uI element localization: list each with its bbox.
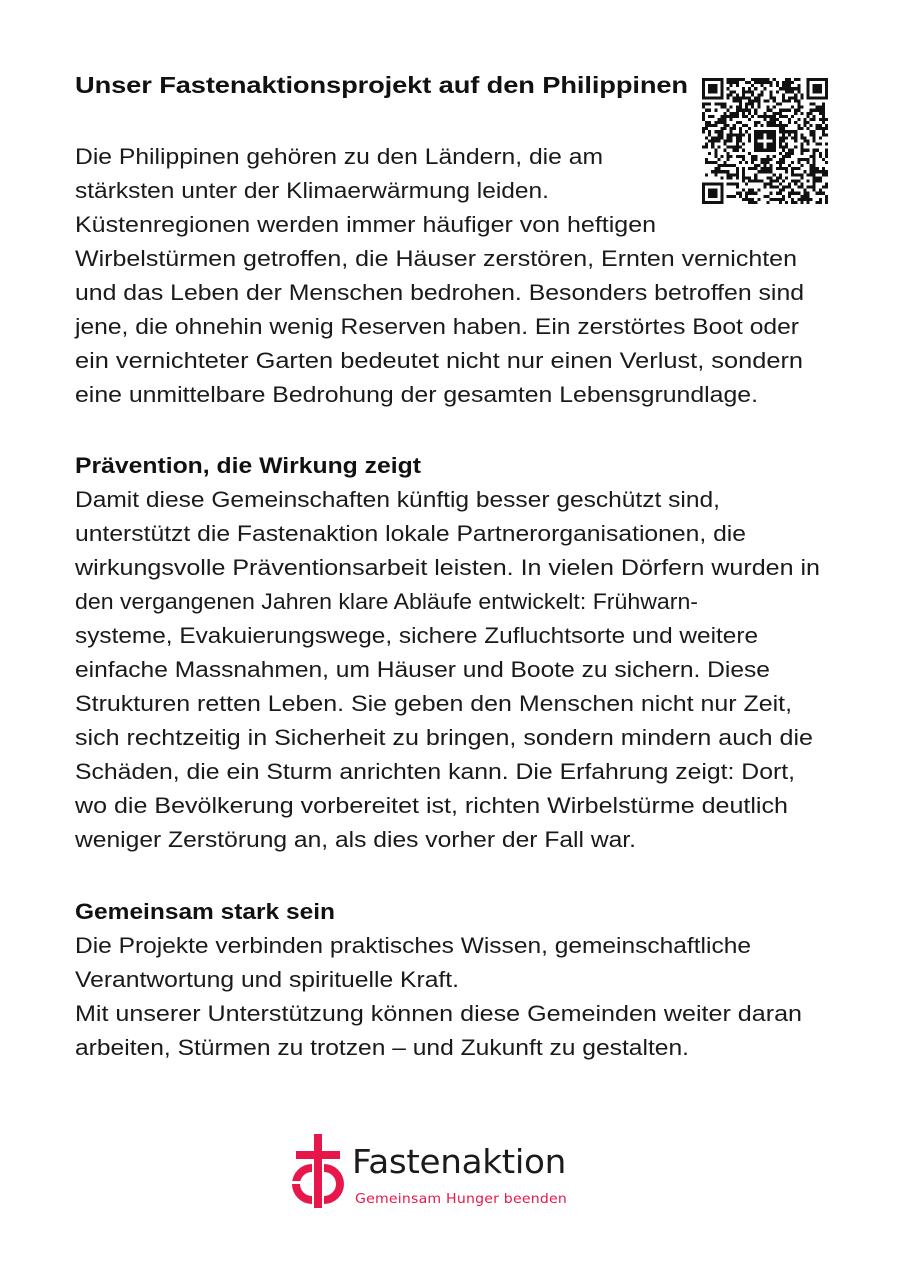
text-line: Verantwortung und spirituelle Kraft. — [75, 967, 459, 992]
text-line: den vergangenen Jahren klare Abläufe entwickelt: Frühwarn- — [75, 589, 699, 614]
text-line: stärksten unter der Klimaerwärmung leiden. — [75, 178, 549, 203]
text-line: sich rechtzeitig in Sicherheit zu bringen, sondern mindern auch die — [75, 725, 813, 750]
section-heading: Prävention, die Wirkung zeigt — [75, 453, 421, 478]
logo-wordmark: Fastenaktion — [352, 1142, 567, 1181]
text-line: systeme, Evakuierungswege, sichere Zufluchtsorte und weitere — [75, 623, 759, 648]
text-line: wirkungsvolle Präventionsarbeit leisten. In vielen Dörfern wurden in — [75, 555, 820, 580]
text-line: Mit unserer Unterstützung können diese Gemeinden weiter daran — [75, 1001, 803, 1026]
text-line: Küstenregionen werden immer häufiger von heftigen — [75, 212, 657, 237]
text-line: Die Philippinen gehören zu den Ländern, die am — [75, 144, 604, 169]
text-line: einfache Massnahmen, um Häuser und Boote zu sichern. Diese — [75, 657, 770, 682]
page-title: Unser Fastenaktionsprojekt auf den Philippinen — [75, 72, 688, 98]
intro-paragraph — [75, 140, 805, 412]
text-line: Schäden, die ein Sturm anrichten kann. Die Erfahrung zeigt: Dort, — [75, 759, 795, 784]
text-line: ein vernichteter Garten bedeutet nicht nur einen Verlust, sondern — [75, 348, 804, 373]
text-line: wo die Bevölkerung vorbereitet ist, richten Wirbelstürme deutlich — [75, 793, 788, 818]
text-line: Wirbelstürmen getroffen, die Häuser zerstören, Ernten vernichten — [75, 246, 797, 271]
section-heading: Gemeinsam stark sein — [75, 899, 335, 924]
text-line: Die Projekte verbinden praktisches Wissen, gemeinschaftliche — [75, 933, 751, 958]
text-line: unterstützt die Fastenaktion lokale Partnerorganisationen, die — [75, 521, 747, 546]
text-line: arbeiten, Stürmen zu trotzen – und Zukunft zu gestalten. — [75, 1035, 689, 1060]
section-prevention — [75, 449, 820, 857]
text-line: weniger Zerstörung an, als dies vorher der Fall war. — [75, 827, 636, 852]
fastenaktion-logo — [290, 1134, 580, 1218]
logo-tagline: Gemeinsam Hunger beenden — [355, 1191, 567, 1207]
text-line: Strukturen retten Leben. Sie geben den Menschen nicht nur Zeit, — [75, 691, 793, 716]
text-line: Damit diese Gemeinschaften künftig besser geschützt sind, — [75, 487, 720, 512]
text-line: eine unmittelbare Bedrohung der gesamten Lebensgrundlage. — [75, 382, 758, 407]
fastenaktion-cross-logo-icon — [290, 1134, 346, 1210]
text-line: jene, die ohnehin wenig Reserven haben. Ein zerstörtes Boot oder — [75, 314, 800, 339]
section-together — [75, 895, 803, 1065]
text-line: und das Leben der Menschen bedrohen. Besonders betroffen sind — [75, 280, 805, 305]
